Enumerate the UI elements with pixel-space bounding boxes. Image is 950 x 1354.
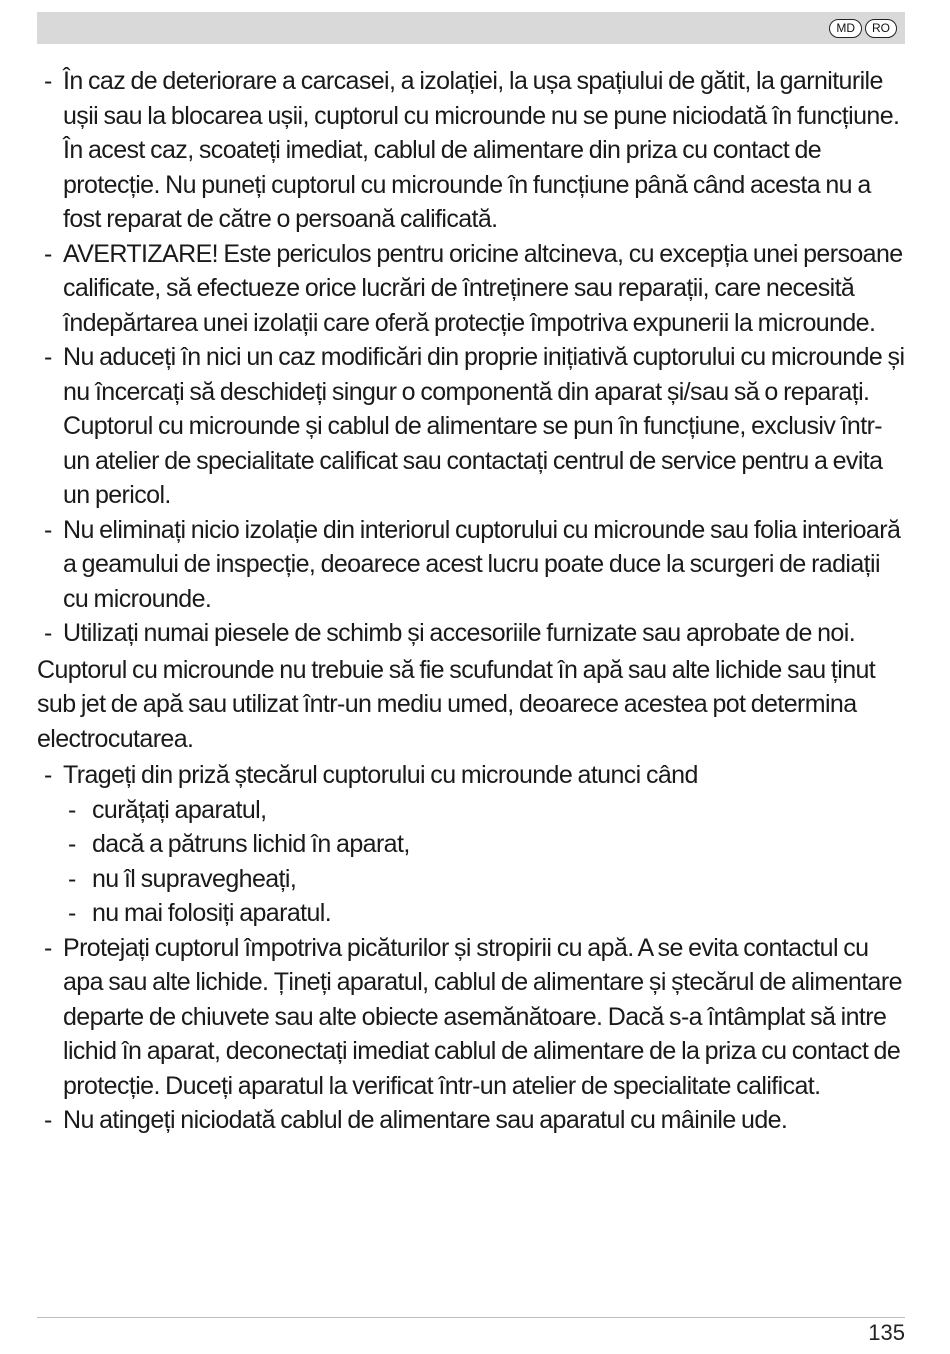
language-badges [829, 19, 897, 38]
sub-list-item [37, 793, 905, 828]
sub-list-item-text: nu mai folosiți aparatul. [92, 899, 332, 927]
document-body [37, 64, 905, 1138]
language-badge-ro: RO [865, 19, 897, 38]
list-item [37, 340, 905, 513]
header-bar [37, 12, 905, 44]
list-item [37, 1103, 905, 1138]
list-item-text: Trageți din priză ștecărul cuptorului cu microunde atunci când [63, 761, 698, 789]
sub-list-item [37, 896, 905, 931]
body-paragraph: Cuptorul cu microunde nu trebuie să fie scufundat în apă sau alte lichide sau ținut sub jet de apă sau utilizat într-un mediu umed, deoarece acestea pot determina electrocutarea. [37, 655, 876, 753]
list-dash: - [44, 67, 52, 95]
sub-list-item-text: dacă a pătruns lichid în aparat, [92, 830, 410, 858]
sub-list-item-text: curățați aparatul, [92, 795, 267, 824]
list-dash: - [44, 1106, 52, 1134]
sub-list-item [37, 862, 905, 897]
list-dash: - [44, 761, 52, 789]
list-item-text: Nu atingeți niciodată cablul de alimentare sau aparatul cu mâinile ude. [63, 1106, 788, 1134]
list-item-text: În caz de deteriorare a carcasei, a izolației, la ușa spațiului de gătit, la garniturile ușii sau la blocarea ușii, cuptorul cu microunde nu se pune niciodată în funcțiune. În acest caz, scoateți imediat, cablul de alimentare din priza cu contact de protecție. Nu puneți cuptorul cu microunde în funcțiune până când acesta nu a fost reparat de către o persoană calificată. [63, 67, 900, 233]
page-number: 135 [868, 1320, 905, 1345]
list-item [37, 931, 905, 1104]
sub-list-item [37, 827, 905, 862]
list-item [37, 64, 905, 237]
list-dash: - [44, 239, 52, 268]
list-dash: - [44, 343, 52, 371]
list-item [37, 758, 905, 793]
sub-list-dash: - [68, 899, 76, 927]
sub-list-item-text: nu îl supravegheați, [92, 864, 297, 893]
list-dash: - [44, 619, 52, 647]
list-item-text: Nu aduceți în nici un caz modificări din proprie inițiativă cuptorului cu microunde și nu încercați să deschideți singur o componentă din aparat și/sau să o reparați. Cuptorul cu microunde și cablul de alimentare se pun în funcțiune, exclusiv într-un atelier de specialitate calificat sau contactați centrul de service pentru a evita un pericol. [63, 343, 905, 509]
list-item [37, 616, 905, 651]
list-dash: - [44, 933, 52, 962]
list-item [37, 513, 905, 617]
list-dash: - [44, 515, 52, 544]
list-item-text: AVERTIZARE! Este periculos pentru oricine altcineva, cu excepția unei persoane calificate, să efectueze orice lucrări de întreținere sau reparații, care necesită îndepărtarea unei izolații care oferă protecție împotriva expunerii la microunde. [63, 239, 903, 337]
language-badge-md: MD [829, 19, 862, 38]
list-item [37, 237, 905, 341]
list-item-text: Protejați cuptorul împotriva picăturilor și stropirii cu apă. A se evita contactul cu apa sau alte lichide. Țineți aparatul, cablul de alimentare și ștecărul de alimentare departe de chiuvete sau alte obiecte asemănătoare. Dacă s-a întâmplat să intre lichid în aparat, deconectați imediat cablul de alimentare de la priza cu contact de protecție. Duceți aparatul la verificat într-un atelier de specialitate calificat. [63, 933, 902, 1100]
sub-list-dash: - [68, 830, 76, 858]
sub-list-dash: - [68, 795, 76, 824]
list-item-text: Utilizați numai piesele de schimb și accesoriile furnizate sau aprobate de noi. [63, 619, 856, 647]
list-item-text: Nu eliminați nicio izolație din interiorul cuptorului cu microunde sau folia interioară a geamului de inspecție, deoarece acest lucru poate duce la scurgeri de radiații cu microunde. [63, 515, 901, 613]
footer-divider [37, 1317, 905, 1318]
sub-list-dash: - [68, 864, 76, 893]
